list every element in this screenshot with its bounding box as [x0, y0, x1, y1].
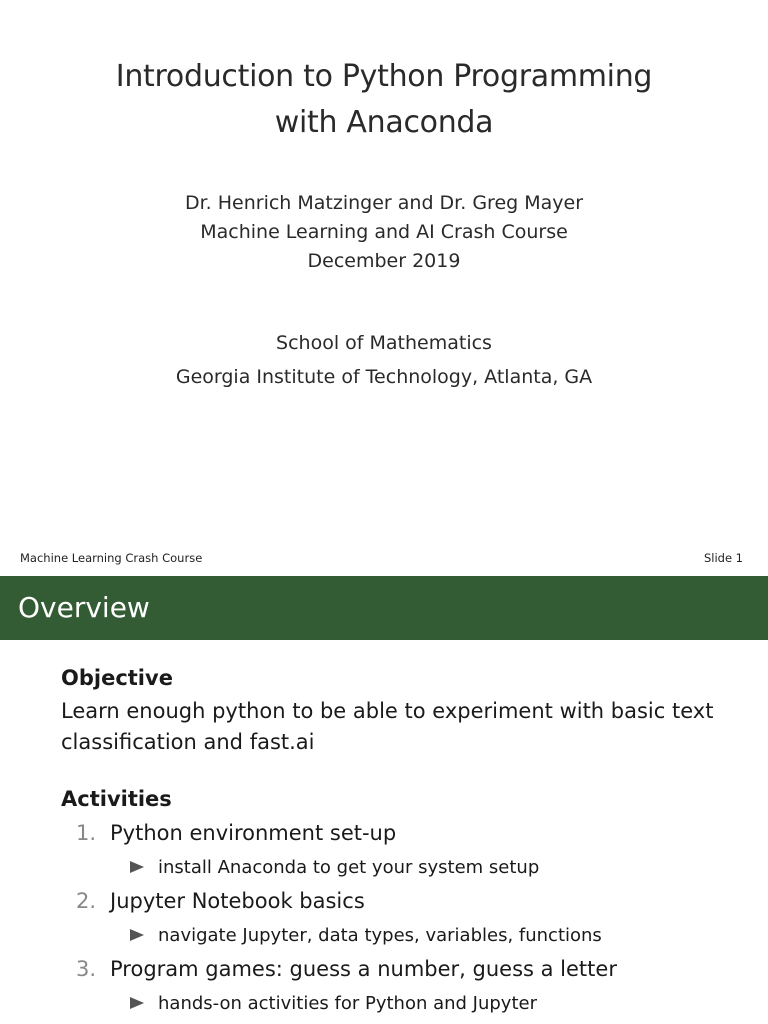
list-item [0, 955, 768, 1023]
activities-heading: Activities [61, 787, 172, 811]
objective-heading: Objective [61, 666, 173, 690]
slide-header-bar [0, 576, 768, 640]
list-item-number: 1. [76, 821, 97, 845]
list-item-label: Program games: guess a number, guess a letter [110, 957, 617, 981]
date-line: December 2019 [307, 250, 461, 272]
list-item-number: 2. [76, 889, 97, 913]
authors-block [0, 189, 768, 276]
list-item [0, 819, 768, 887]
list-subitem [130, 925, 602, 946]
slide-header-title: Overview [18, 591, 150, 624]
footer-slide-number: Slide 1 [703, 551, 743, 565]
list-item-label: Jupyter Notebook basics [110, 889, 365, 913]
list-subitem [130, 993, 537, 1014]
list-item-label: Python environment set-up [110, 821, 397, 845]
list-subitem [130, 857, 539, 878]
course-line: Machine Learning and AI Crash Course [200, 221, 568, 243]
institution-block [0, 326, 768, 394]
title-line-1: Introduction to Python Programming [115, 59, 653, 94]
list-subitem-text: navigate Jupyter, data types, variables, functions [158, 925, 602, 946]
overview-slide [0, 576, 768, 1024]
triangle-bullet-icon [130, 929, 144, 941]
list-subitem-text: install Anaconda to get your system setup [158, 857, 540, 878]
list-item [0, 887, 768, 955]
activities-list [0, 819, 768, 1023]
triangle-bullet-icon [130, 861, 144, 873]
objective-text: Learn enough python to be able to experiment with basic text classification and fast.ai [61, 699, 714, 754]
school-line: School of Mathematics [276, 332, 492, 354]
title-line-2: with Anaconda [274, 105, 494, 140]
slide-title [0, 54, 768, 146]
authors-line: Dr. Henrich Matzinger and Dr. Greg Mayer [184, 192, 584, 214]
university-line: Georgia Institute of Technology, Atlanta, GA [175, 366, 593, 388]
triangle-bullet-icon [130, 997, 144, 1009]
list-subitem-text: hands-on activities for Python and Jupyter [158, 993, 537, 1014]
footer-course-name: Machine Learning Crash Course [20, 551, 203, 565]
list-item-number: 3. [76, 957, 97, 981]
